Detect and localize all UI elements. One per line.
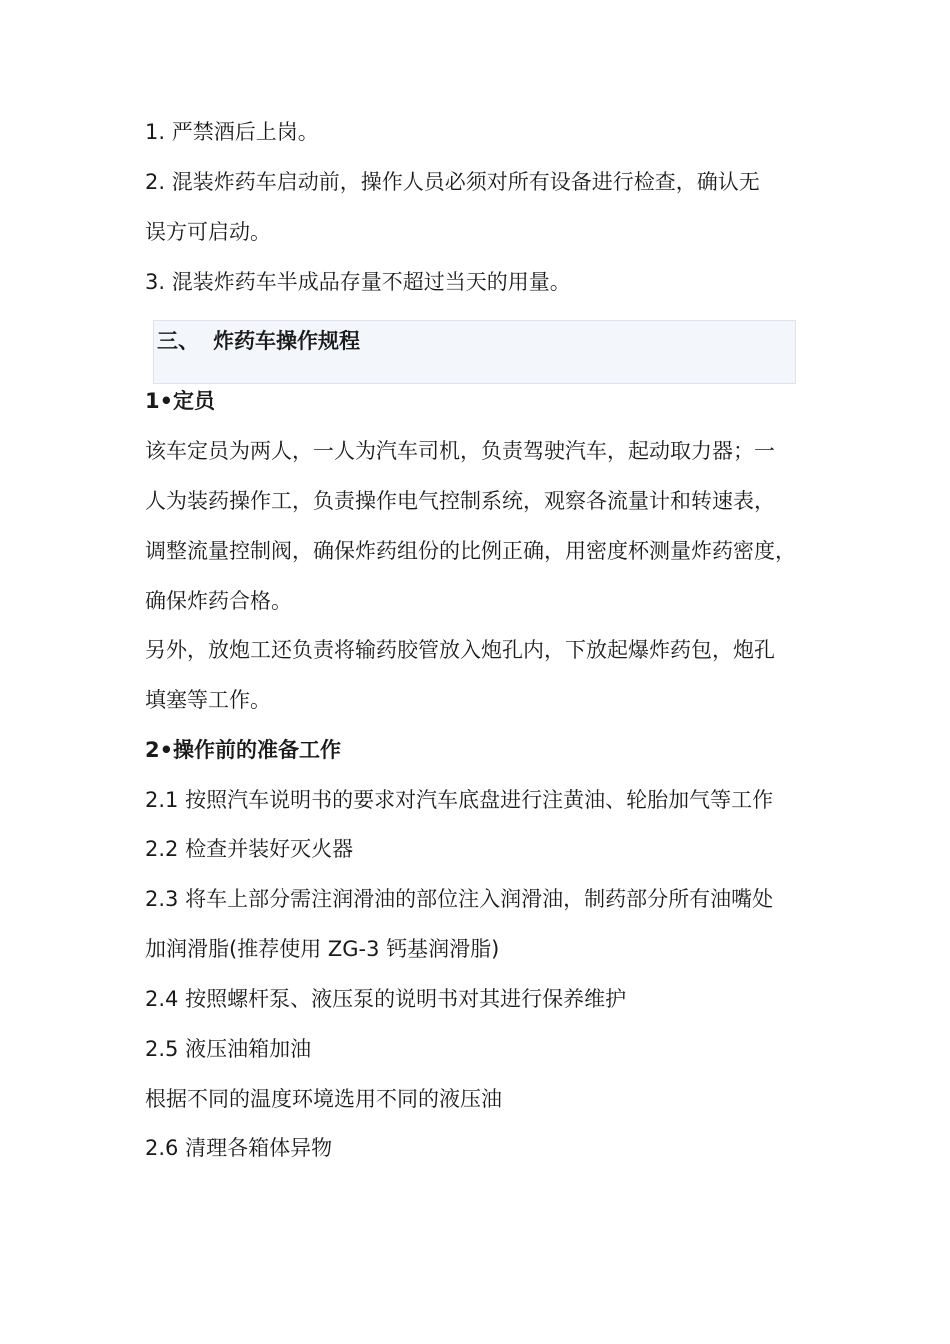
safety-rule-2-continued: 误方可启动。 bbox=[145, 220, 271, 244]
preparation-item: 2.1 按照汽车说明书的要求对汽车底盘进行注黄油、轮胎加气等工作 bbox=[145, 788, 774, 812]
section-heading bbox=[157, 326, 360, 356]
section-heading-title: 炸药车操作规程 bbox=[213, 329, 360, 353]
staffing-line: 调整流量控制阀，确保炸药组份的比例正确，用密度杯测量炸药密度， bbox=[145, 539, 796, 563]
section-heading-number: 三、 bbox=[157, 329, 199, 353]
preparation-item: 2.4 按照螺杆泵、液压泵的说明书对其进行保养维护 bbox=[145, 987, 627, 1011]
safety-rule-1: 1. 严禁酒后上岗。 bbox=[145, 120, 319, 144]
staffing-line: 该车定员为两人，一人为汽车司机，负责驾驶汽车，起动取力器；一 bbox=[145, 439, 775, 463]
preparation-item: 2.3 将车上部分需注润滑油的部位注入润滑油，制药部分所有油嘴处 bbox=[145, 887, 774, 911]
preparation-item: 2.6 清理各箱体异物 bbox=[145, 1136, 333, 1160]
preparation-item: 2.2 检查并装好灭火器 bbox=[145, 837, 354, 861]
staffing-line: 填塞等工作。 bbox=[145, 688, 271, 712]
safety-rule-2: 2. 混装炸药车启动前，操作人员必须对所有设备进行检查，确认无 bbox=[145, 170, 760, 194]
staffing-line: 人为装药操作工，负责操作电气控制系统，观察各流量计和转速表， bbox=[145, 489, 775, 513]
staffing-heading: 1•定员 bbox=[145, 389, 216, 413]
preparation-item: 根据不同的温度环境选用不同的液压油 bbox=[145, 1087, 502, 1111]
staffing-line: 另外，放炮工还负责将输药胶管放入炮孔内，下放起爆炸药包，炮孔 bbox=[145, 638, 775, 662]
preparation-item: 加润滑脂(推荐使用 ZG-3 钙基润滑脂) bbox=[145, 937, 500, 961]
staffing-line: 确保炸药合格。 bbox=[145, 589, 292, 613]
preparation-heading: 2•操作前的准备工作 bbox=[145, 738, 342, 762]
safety-rule-3: 3. 混装炸药车半成品存量不超过当天的用量。 bbox=[145, 270, 571, 294]
preparation-item: 2.5 液压油箱加油 bbox=[145, 1037, 312, 1061]
